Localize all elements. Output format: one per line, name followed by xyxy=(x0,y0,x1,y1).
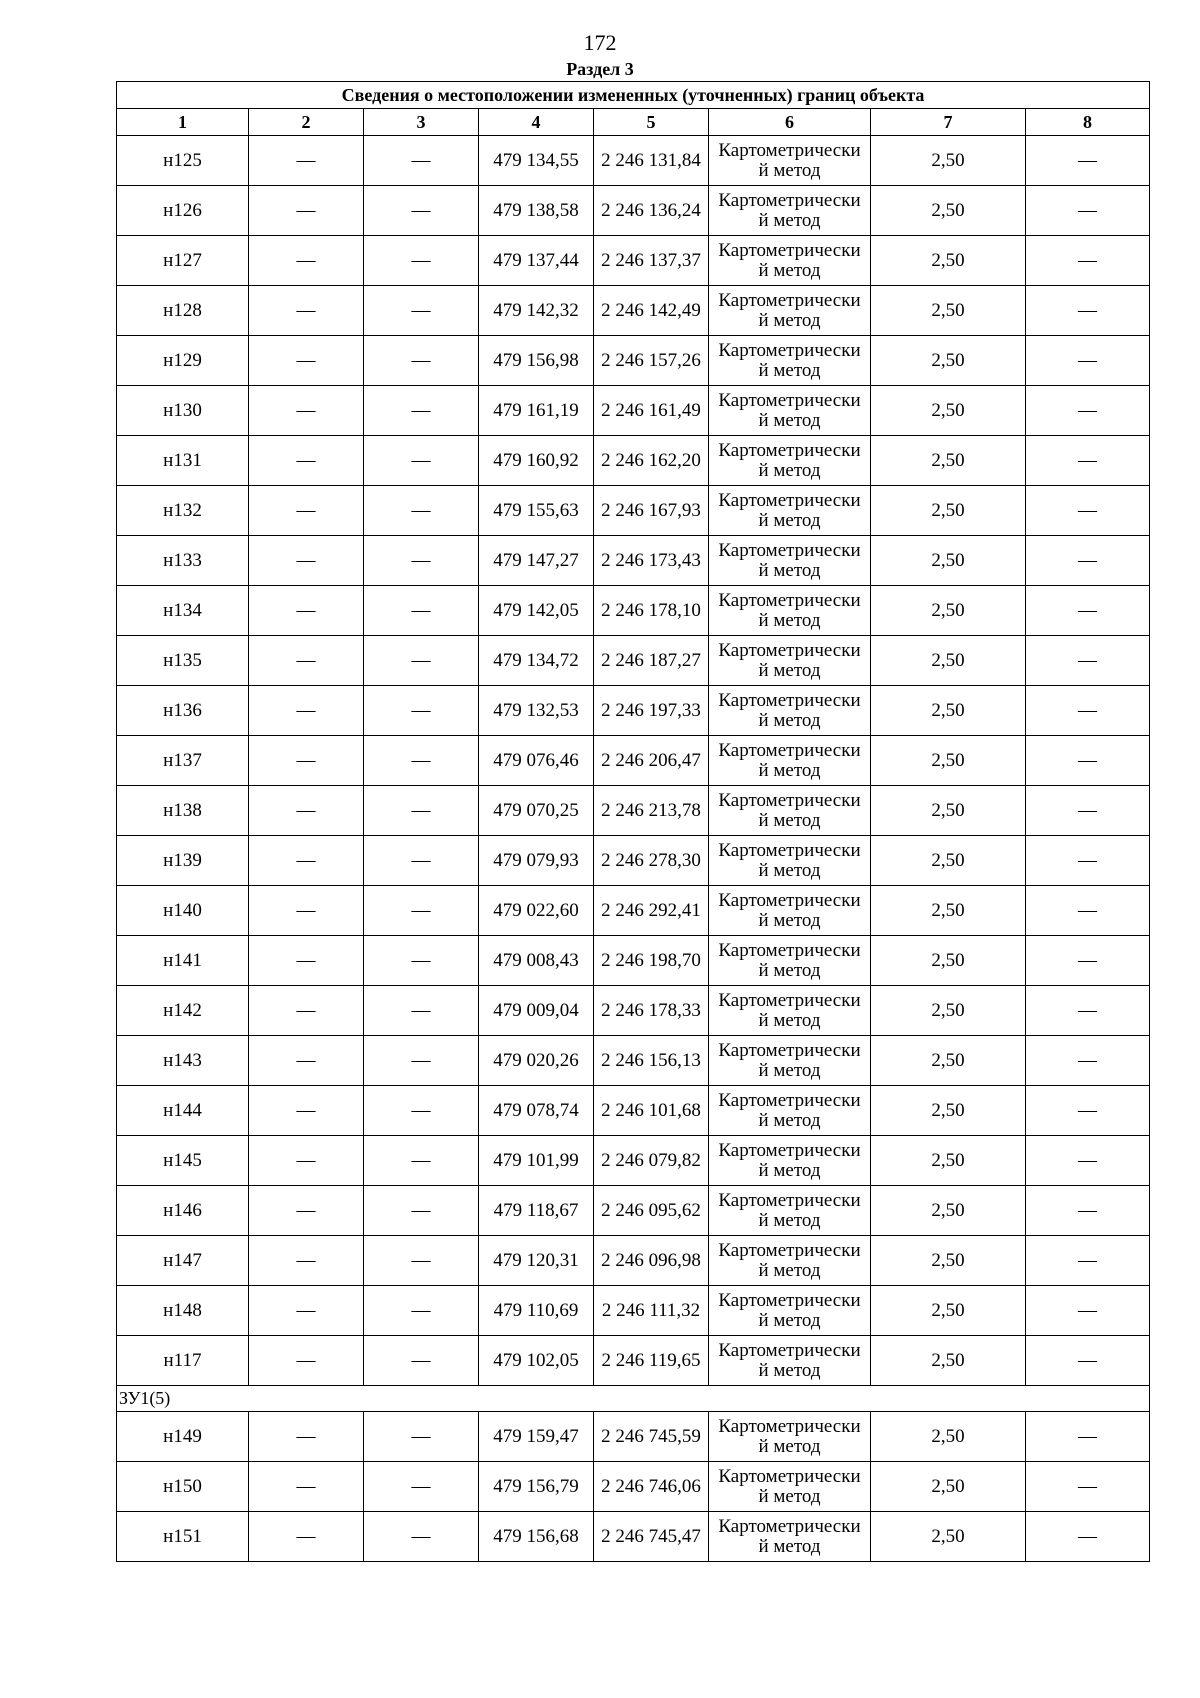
cell-col8: — xyxy=(1026,386,1150,436)
table-row xyxy=(117,536,1150,586)
cell-accuracy: 2,50 xyxy=(871,186,1026,236)
cell-col2: — xyxy=(249,686,364,736)
table-row xyxy=(117,1086,1150,1136)
cell-y-coordinate: 2 246 137,37 xyxy=(594,236,709,286)
cell-method: Картометрически й метод xyxy=(709,1512,871,1562)
cell-y-coordinate: 2 246 161,49 xyxy=(594,386,709,436)
cell-y-coordinate: 2 246 187,27 xyxy=(594,636,709,686)
cell-col8: — xyxy=(1026,1236,1150,1286)
cell-accuracy: 2,50 xyxy=(871,736,1026,786)
table-row xyxy=(117,736,1150,786)
cell-x-coordinate: 479 020,26 xyxy=(479,1036,594,1086)
cell-col8: — xyxy=(1026,786,1150,836)
cell-point-name: н143 xyxy=(117,1036,249,1086)
cell-method: Картометрически й метод xyxy=(709,1036,871,1086)
cell-point-name: н151 xyxy=(117,1512,249,1562)
cell-col3: — xyxy=(364,1512,479,1562)
cell-y-coordinate: 2 246 197,33 xyxy=(594,686,709,736)
cell-col8: — xyxy=(1026,1286,1150,1336)
cell-point-name: н142 xyxy=(117,986,249,1036)
column-number-7: 7 xyxy=(871,109,1026,136)
cell-col3: — xyxy=(364,136,479,186)
cell-col2: — xyxy=(249,1086,364,1136)
cell-x-coordinate: 479 070,25 xyxy=(479,786,594,836)
cell-x-coordinate: 479 134,55 xyxy=(479,136,594,186)
cell-col8: — xyxy=(1026,236,1150,286)
table-body xyxy=(117,82,1150,1562)
cell-method: Картометрически й метод xyxy=(709,536,871,586)
cell-col3: — xyxy=(364,836,479,886)
cell-accuracy: 2,50 xyxy=(871,686,1026,736)
column-number-3: 3 xyxy=(364,109,479,136)
cell-accuracy: 2,50 xyxy=(871,886,1026,936)
cell-x-coordinate: 479 156,79 xyxy=(479,1462,594,1512)
cell-accuracy: 2,50 xyxy=(871,336,1026,386)
cell-point-name: н130 xyxy=(117,386,249,436)
cell-method: Картометрически й метод xyxy=(709,236,871,286)
cell-accuracy: 2,50 xyxy=(871,1036,1026,1086)
cell-point-name: н135 xyxy=(117,636,249,686)
cell-col3: — xyxy=(364,186,479,236)
cell-method: Картометрически й метод xyxy=(709,1336,871,1386)
group-row xyxy=(117,1386,1150,1412)
cell-x-coordinate: 479 147,27 xyxy=(479,536,594,586)
cell-y-coordinate: 2 246 292,41 xyxy=(594,886,709,936)
cell-x-coordinate: 479 022,60 xyxy=(479,886,594,936)
table-row xyxy=(117,786,1150,836)
cell-col2: — xyxy=(249,1136,364,1186)
cell-col2: — xyxy=(249,786,364,836)
table-row xyxy=(117,1336,1150,1386)
cell-accuracy: 2,50 xyxy=(871,1336,1026,1386)
page-number: 172 xyxy=(583,30,617,55)
cell-method: Картометрически й метод xyxy=(709,336,871,386)
cell-col3: — xyxy=(364,936,479,986)
cell-accuracy: 2,50 xyxy=(871,286,1026,336)
cell-method: Картометрически й метод xyxy=(709,1136,871,1186)
cell-col8: — xyxy=(1026,536,1150,586)
cell-col8: — xyxy=(1026,686,1150,736)
cell-accuracy: 2,50 xyxy=(871,986,1026,1036)
table-row xyxy=(117,236,1150,286)
cell-method: Картометрически й метод xyxy=(709,1086,871,1136)
table-row xyxy=(117,1186,1150,1236)
cell-x-coordinate: 479 079,93 xyxy=(479,836,594,886)
cell-x-coordinate: 479 160,92 xyxy=(479,436,594,486)
table-row xyxy=(117,1462,1150,1512)
cell-accuracy: 2,50 xyxy=(871,836,1026,886)
cell-col8: — xyxy=(1026,486,1150,536)
cell-col2: — xyxy=(249,936,364,986)
cell-col8: — xyxy=(1026,1462,1150,1512)
table-row xyxy=(117,1412,1150,1462)
cell-method: Картометрически й метод xyxy=(709,936,871,986)
column-number-6: 6 xyxy=(709,109,871,136)
cell-col2: — xyxy=(249,436,364,486)
cell-x-coordinate: 479 120,31 xyxy=(479,1236,594,1286)
cell-col2: — xyxy=(249,1462,364,1512)
cell-x-coordinate: 479 138,58 xyxy=(479,186,594,236)
table-row xyxy=(117,986,1150,1036)
cell-col2: — xyxy=(249,336,364,386)
cell-col3: — xyxy=(364,1286,479,1336)
cell-y-coordinate: 2 246 157,26 xyxy=(594,336,709,386)
column-number-2: 2 xyxy=(249,109,364,136)
cell-accuracy: 2,50 xyxy=(871,1512,1026,1562)
cell-accuracy: 2,50 xyxy=(871,1236,1026,1286)
cell-col8: — xyxy=(1026,586,1150,636)
cell-col3: — xyxy=(364,286,479,336)
table-row xyxy=(117,886,1150,936)
cell-col8: — xyxy=(1026,1512,1150,1562)
cell-col8: — xyxy=(1026,636,1150,686)
cell-col2: — xyxy=(249,1236,364,1286)
cell-col2: — xyxy=(249,536,364,586)
cell-accuracy: 2,50 xyxy=(871,536,1026,586)
cell-method: Картометрически й метод xyxy=(709,186,871,236)
cell-x-coordinate: 479 076,46 xyxy=(479,736,594,786)
cell-col3: — xyxy=(364,586,479,636)
cell-col3: — xyxy=(364,336,479,386)
cell-col8: — xyxy=(1026,1336,1150,1386)
cell-point-name: н147 xyxy=(117,1236,249,1286)
cell-y-coordinate: 2 246 131,84 xyxy=(594,136,709,186)
cell-point-name: н128 xyxy=(117,286,249,336)
cell-x-coordinate: 479 156,68 xyxy=(479,1512,594,1562)
table-row xyxy=(117,1036,1150,1086)
cell-point-name: н148 xyxy=(117,1286,249,1336)
table-row xyxy=(117,136,1150,186)
coordinates-table xyxy=(116,81,1150,1562)
cell-x-coordinate: 479 161,19 xyxy=(479,386,594,436)
table-row xyxy=(117,1512,1150,1562)
cell-x-coordinate: 479 118,67 xyxy=(479,1186,594,1236)
cell-y-coordinate: 2 246 173,43 xyxy=(594,536,709,586)
table-row xyxy=(117,686,1150,736)
cell-method: Картометрически й метод xyxy=(709,986,871,1036)
table-row xyxy=(117,386,1150,436)
cell-method: Картометрически й метод xyxy=(709,1462,871,1512)
column-number-5: 5 xyxy=(594,109,709,136)
cell-point-name: н129 xyxy=(117,336,249,386)
cell-x-coordinate: 479 078,74 xyxy=(479,1086,594,1136)
group-label: ЗУ1(5) xyxy=(117,1386,1150,1412)
cell-col2: — xyxy=(249,236,364,286)
cell-col3: — xyxy=(364,786,479,836)
cell-col2: — xyxy=(249,186,364,236)
column-number-row xyxy=(117,109,1150,136)
cell-col2: — xyxy=(249,286,364,336)
cell-x-coordinate: 479 110,69 xyxy=(479,1286,594,1336)
cell-col8: — xyxy=(1026,986,1150,1036)
section-title: Раздел 3 xyxy=(566,59,634,79)
cell-col2: — xyxy=(249,836,364,886)
cell-col2: — xyxy=(249,1412,364,1462)
cell-accuracy: 2,50 xyxy=(871,936,1026,986)
table-row xyxy=(117,186,1150,236)
cell-accuracy: 2,50 xyxy=(871,236,1026,286)
cell-method: Картометрически й метод xyxy=(709,886,871,936)
cell-col3: — xyxy=(364,686,479,736)
cell-y-coordinate: 2 246 136,24 xyxy=(594,186,709,236)
cell-col2: — xyxy=(249,1036,364,1086)
cell-point-name: н139 xyxy=(117,836,249,886)
cell-col3: — xyxy=(364,1086,479,1136)
cell-col3: — xyxy=(364,1036,479,1086)
cell-point-name: н131 xyxy=(117,436,249,486)
table-row xyxy=(117,1136,1150,1186)
table-row xyxy=(117,436,1150,486)
cell-y-coordinate: 2 246 156,13 xyxy=(594,1036,709,1086)
table-row xyxy=(117,1286,1150,1336)
cell-x-coordinate: 479 137,44 xyxy=(479,236,594,286)
cell-col3: — xyxy=(364,986,479,1036)
cell-method: Картометрически й метод xyxy=(709,1236,871,1286)
cell-col8: — xyxy=(1026,136,1150,186)
cell-x-coordinate: 479 102,05 xyxy=(479,1336,594,1386)
cell-col2: — xyxy=(249,1186,364,1236)
cell-point-name: н137 xyxy=(117,736,249,786)
table-row xyxy=(117,1236,1150,1286)
cell-col8: — xyxy=(1026,836,1150,886)
cell-y-coordinate: 2 246 178,33 xyxy=(594,986,709,1036)
cell-y-coordinate: 2 246 746,06 xyxy=(594,1462,709,1512)
cell-point-name: н136 xyxy=(117,686,249,736)
cell-y-coordinate: 2 246 206,47 xyxy=(594,736,709,786)
cell-col3: — xyxy=(364,386,479,436)
table-row xyxy=(117,836,1150,886)
cell-y-coordinate: 2 246 745,59 xyxy=(594,1412,709,1462)
cell-y-coordinate: 2 246 198,70 xyxy=(594,936,709,986)
cell-method: Картометрически й метод xyxy=(709,436,871,486)
cell-y-coordinate: 2 246 111,32 xyxy=(594,1286,709,1336)
cell-col3: — xyxy=(364,1412,479,1462)
cell-accuracy: 2,50 xyxy=(871,136,1026,186)
cell-x-coordinate: 479 008,43 xyxy=(479,936,594,986)
cell-col8: — xyxy=(1026,1086,1150,1136)
cell-method: Картометрически й метод xyxy=(709,286,871,336)
cell-col8: — xyxy=(1026,736,1150,786)
cell-col8: — xyxy=(1026,186,1150,236)
cell-x-coordinate: 479 101,99 xyxy=(479,1136,594,1186)
cell-col2: — xyxy=(249,636,364,686)
cell-col3: — xyxy=(364,236,479,286)
cell-y-coordinate: 2 246 096,98 xyxy=(594,1236,709,1286)
cell-point-name: н125 xyxy=(117,136,249,186)
cell-x-coordinate: 479 142,32 xyxy=(479,286,594,336)
table-row xyxy=(117,936,1150,986)
cell-y-coordinate: 2 246 745,47 xyxy=(594,1512,709,1562)
cell-point-name: н134 xyxy=(117,586,249,636)
cell-col2: — xyxy=(249,136,364,186)
cell-col3: — xyxy=(364,1236,479,1286)
cell-y-coordinate: 2 246 095,62 xyxy=(594,1186,709,1236)
cell-point-name: н140 xyxy=(117,886,249,936)
cell-col8: — xyxy=(1026,286,1150,336)
cell-method: Картометрически й метод xyxy=(709,736,871,786)
column-number-1: 1 xyxy=(117,109,249,136)
cell-col3: — xyxy=(364,636,479,686)
cell-method: Картометрически й метод xyxy=(709,586,871,636)
cell-point-name: н133 xyxy=(117,536,249,586)
column-number-4: 4 xyxy=(479,109,594,136)
cell-col2: — xyxy=(249,1336,364,1386)
cell-col8: — xyxy=(1026,936,1150,986)
cell-col8: — xyxy=(1026,1136,1150,1186)
cell-y-coordinate: 2 246 119,65 xyxy=(594,1336,709,1386)
cell-col8: — xyxy=(1026,886,1150,936)
cell-col8: — xyxy=(1026,1186,1150,1236)
cell-point-name: н146 xyxy=(117,1186,249,1236)
cell-accuracy: 2,50 xyxy=(871,1412,1026,1462)
cell-point-name: н132 xyxy=(117,486,249,536)
cell-col2: — xyxy=(249,486,364,536)
cell-x-coordinate: 479 159,47 xyxy=(479,1412,594,1462)
cell-accuracy: 2,50 xyxy=(871,486,1026,536)
cell-point-name: н144 xyxy=(117,1086,249,1136)
cell-point-name: н150 xyxy=(117,1462,249,1512)
cell-point-name: н117 xyxy=(117,1336,249,1386)
cell-col2: — xyxy=(249,986,364,1036)
cell-x-coordinate: 479 142,05 xyxy=(479,586,594,636)
cell-method: Картометрически й метод xyxy=(709,836,871,886)
cell-accuracy: 2,50 xyxy=(871,1286,1026,1336)
cell-y-coordinate: 2 246 142,49 xyxy=(594,286,709,336)
cell-y-coordinate: 2 246 167,93 xyxy=(594,486,709,536)
cell-col2: — xyxy=(249,886,364,936)
cell-accuracy: 2,50 xyxy=(871,386,1026,436)
cell-method: Картометрически й метод xyxy=(709,1186,871,1236)
cell-accuracy: 2,50 xyxy=(871,436,1026,486)
cell-y-coordinate: 2 246 101,68 xyxy=(594,1086,709,1136)
table-row xyxy=(117,336,1150,386)
cell-col3: — xyxy=(364,886,479,936)
cell-point-name: н126 xyxy=(117,186,249,236)
cell-accuracy: 2,50 xyxy=(871,1186,1026,1236)
cell-col3: — xyxy=(364,736,479,786)
cell-y-coordinate: 2 246 213,78 xyxy=(594,786,709,836)
cell-accuracy: 2,50 xyxy=(871,586,1026,636)
cell-col3: — xyxy=(364,1136,479,1186)
cell-col3: — xyxy=(364,486,479,536)
cell-method: Картометрически й метод xyxy=(709,636,871,686)
cell-col3: — xyxy=(364,536,479,586)
cell-x-coordinate: 479 132,53 xyxy=(479,686,594,736)
cell-col8: — xyxy=(1026,436,1150,486)
cell-point-name: н127 xyxy=(117,236,249,286)
cell-col8: — xyxy=(1026,1412,1150,1462)
cell-col2: — xyxy=(249,736,364,786)
cell-col8: — xyxy=(1026,336,1150,386)
cell-col2: — xyxy=(249,586,364,636)
table-row xyxy=(117,286,1150,336)
cell-col3: — xyxy=(364,1336,479,1386)
cell-x-coordinate: 479 134,72 xyxy=(479,636,594,686)
cell-x-coordinate: 479 155,63 xyxy=(479,486,594,536)
cell-point-name: н138 xyxy=(117,786,249,836)
cell-accuracy: 2,50 xyxy=(871,636,1026,686)
table-row xyxy=(117,486,1150,536)
cell-col3: — xyxy=(364,1462,479,1512)
cell-method: Картометрически й метод xyxy=(709,1412,871,1462)
cell-col3: — xyxy=(364,436,479,486)
cell-method: Картометрически й метод xyxy=(709,786,871,836)
cell-point-name: н141 xyxy=(117,936,249,986)
cell-method: Картометрически й метод xyxy=(709,136,871,186)
cell-method: Картометрически й метод xyxy=(709,1286,871,1336)
cell-y-coordinate: 2 246 162,20 xyxy=(594,436,709,486)
table-title: Сведения о местоположении измененных (уточненных) границ объекта xyxy=(117,82,1150,109)
table-title-row xyxy=(117,82,1150,109)
cell-method: Картометрически й метод xyxy=(709,386,871,436)
cell-point-name: н149 xyxy=(117,1412,249,1462)
cell-y-coordinate: 2 246 278,30 xyxy=(594,836,709,886)
cell-x-coordinate: 479 156,98 xyxy=(479,336,594,386)
column-number-8: 8 xyxy=(1026,109,1150,136)
table-row xyxy=(117,586,1150,636)
cell-point-name: н145 xyxy=(117,1136,249,1186)
cell-method: Картометрически й метод xyxy=(709,686,871,736)
cell-col2: — xyxy=(249,386,364,436)
cell-col3: — xyxy=(364,1186,479,1236)
cell-y-coordinate: 2 246 079,82 xyxy=(594,1136,709,1186)
cell-accuracy: 2,50 xyxy=(871,786,1026,836)
cell-col2: — xyxy=(249,1286,364,1336)
cell-col2: — xyxy=(249,1512,364,1562)
cell-x-coordinate: 479 009,04 xyxy=(479,986,594,1036)
cell-y-coordinate: 2 246 178,10 xyxy=(594,586,709,636)
cell-accuracy: 2,50 xyxy=(871,1462,1026,1512)
cell-method: Картометрически й метод xyxy=(709,486,871,536)
cell-accuracy: 2,50 xyxy=(871,1086,1026,1136)
cell-accuracy: 2,50 xyxy=(871,1136,1026,1186)
table-row xyxy=(117,636,1150,686)
cell-col8: — xyxy=(1026,1036,1150,1086)
